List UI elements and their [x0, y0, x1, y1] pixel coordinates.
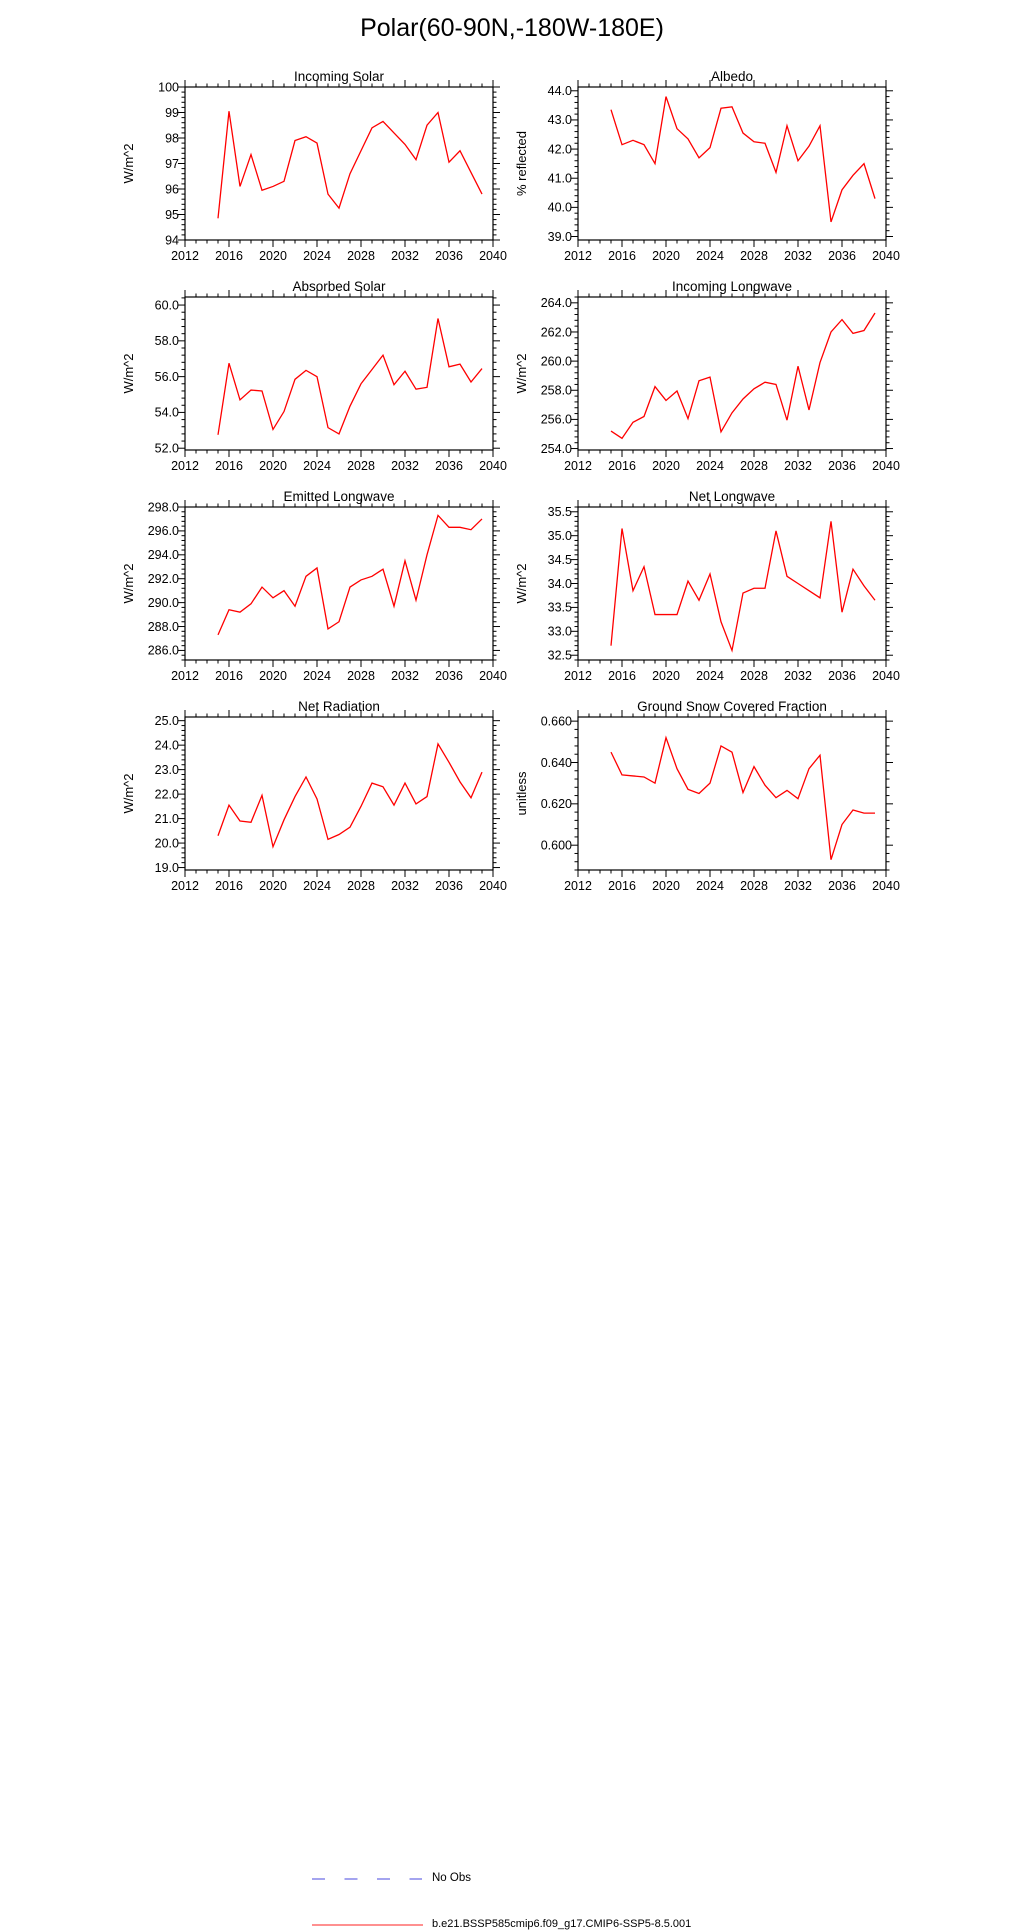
- plot-frame: [185, 87, 493, 240]
- y-axis-label: % reflected: [514, 130, 529, 197]
- series-line: [611, 313, 875, 438]
- plot-frame: [578, 507, 886, 660]
- y-tick-label: 254.0: [540, 441, 572, 456]
- y-tick-label: 260.0: [540, 354, 572, 369]
- y-tick-label: 0.620: [540, 797, 572, 812]
- y-tick-label: 41.0: [547, 171, 572, 186]
- y-tick-label: 256.0: [540, 412, 572, 427]
- subplot-emitted-longwave: [95, 475, 515, 687]
- plot-frame: [578, 297, 886, 450]
- series-line: [611, 521, 875, 650]
- y-tick-label: 0.660: [540, 714, 572, 729]
- x-tick-label: 2032: [391, 459, 419, 473]
- chart-canvas: [488, 685, 908, 897]
- x-tick-label: 2020: [259, 669, 287, 683]
- x-tick-label: 2020: [259, 459, 287, 473]
- y-tick-label: 0.640: [540, 755, 572, 770]
- y-tick-label: 32.5: [547, 648, 572, 663]
- x-tick-label: 2028: [740, 879, 768, 893]
- legend: [0, 930, 1024, 1930]
- chart-canvas: [95, 475, 515, 687]
- x-tick-label: 2016: [215, 879, 243, 893]
- x-tick-label: 2016: [608, 459, 636, 473]
- subplot-incoming-solar: [95, 55, 515, 267]
- x-tick-label: 2032: [391, 249, 419, 263]
- x-tick-label: 2040: [479, 249, 507, 263]
- model-series-line: [310, 1921, 435, 1929]
- x-tick-label: 2012: [171, 249, 199, 263]
- x-tick-label: 2040: [479, 879, 507, 893]
- x-tick-label: 2016: [215, 669, 243, 683]
- y-tick-label: 35.5: [547, 505, 572, 520]
- x-tick-label: 2040: [872, 879, 900, 893]
- x-tick-label: 2012: [171, 669, 199, 683]
- subplot-net-radiation: [95, 685, 515, 897]
- subplot-incoming-longwave: [488, 265, 908, 477]
- y-tick-label: 286.0: [147, 643, 179, 658]
- y-tick-label: 0.600: [540, 838, 572, 853]
- series-line: [611, 97, 875, 222]
- y-tick-label: 42.0: [547, 142, 572, 157]
- x-tick-label: 2012: [171, 879, 199, 893]
- series-line: [218, 111, 482, 218]
- x-tick-label: 2036: [435, 669, 463, 683]
- subplot-title: Albedo: [710, 69, 754, 84]
- x-tick-label: 2020: [259, 249, 287, 263]
- plot-frame: [185, 717, 493, 870]
- y-tick-label: 99: [165, 105, 179, 120]
- x-tick-label: 2024: [696, 879, 724, 893]
- y-tick-label: 20.0: [154, 836, 179, 851]
- y-axis-label: W/m^2: [121, 773, 136, 814]
- x-tick-label: 2028: [347, 669, 375, 683]
- plot-frame: [578, 87, 886, 240]
- y-tick-label: 288.0: [147, 619, 179, 634]
- x-tick-label: 2040: [872, 669, 900, 683]
- y-tick-label: 298.0: [147, 500, 179, 515]
- series-line: [218, 744, 482, 847]
- x-tick-label: 2016: [608, 879, 636, 893]
- y-tick-label: 294.0: [147, 548, 179, 563]
- x-tick-label: 2036: [828, 459, 856, 473]
- y-tick-label: 94: [165, 233, 179, 248]
- y-tick-label: 44.0: [547, 84, 572, 99]
- y-tick-label: 296.0: [147, 524, 179, 539]
- x-tick-label: 2020: [652, 879, 680, 893]
- y-tick-label: 52.0: [154, 441, 179, 456]
- y-tick-label: 34.0: [547, 576, 572, 591]
- subplot-ground-snow-covered-fraction: [488, 685, 908, 897]
- x-tick-label: 2020: [652, 459, 680, 473]
- x-tick-label: 2020: [259, 879, 287, 893]
- x-tick-label: 2036: [435, 879, 463, 893]
- x-tick-label: 2036: [828, 249, 856, 263]
- x-tick-label: 2028: [740, 249, 768, 263]
- subplot-title: Absorbed Solar: [292, 279, 386, 294]
- x-tick-label: 2028: [347, 879, 375, 893]
- x-tick-label: 2024: [303, 459, 331, 473]
- y-tick-label: 33.0: [547, 624, 572, 639]
- subplot-net-longwave: [488, 475, 908, 687]
- x-tick-label: 2012: [564, 669, 592, 683]
- y-tick-label: 56.0: [154, 369, 179, 384]
- x-tick-label: 2040: [479, 459, 507, 473]
- y-tick-label: 43.0: [547, 113, 572, 128]
- subplot-title: Emitted Longwave: [283, 489, 395, 504]
- x-tick-label: 2040: [872, 249, 900, 263]
- x-tick-label: 2016: [215, 459, 243, 473]
- y-axis-label: W/m^2: [514, 563, 529, 604]
- y-axis-label: W/m^2: [121, 353, 136, 394]
- y-tick-label: 40.0: [547, 200, 572, 215]
- y-tick-label: 39.0: [547, 229, 572, 244]
- y-tick-label: 292.0: [147, 572, 179, 587]
- y-tick-label: 54.0: [154, 405, 179, 420]
- x-tick-label: 2032: [784, 879, 812, 893]
- y-axis-label: W/m^2: [121, 143, 136, 184]
- x-tick-label: 2016: [215, 249, 243, 263]
- chart-canvas: [95, 685, 515, 897]
- subplot-absorbed-solar: [95, 265, 515, 477]
- subplot-albedo: [488, 55, 908, 267]
- subplot-title: Net Longwave: [688, 489, 776, 504]
- y-tick-label: 60.0: [154, 298, 179, 313]
- subplot-title: Incoming Longwave: [671, 279, 793, 294]
- x-tick-label: 2016: [608, 669, 636, 683]
- x-tick-label: 2024: [303, 249, 331, 263]
- x-tick-label: 2032: [391, 669, 419, 683]
- chart-canvas: [95, 55, 515, 267]
- chart-canvas: [488, 265, 908, 477]
- x-tick-label: 2040: [479, 669, 507, 683]
- y-tick-label: 100: [158, 80, 179, 95]
- subplot-title: Net Radiation: [298, 699, 380, 714]
- no-obs-label: No Obs: [432, 1872, 471, 1884]
- x-tick-label: 2012: [564, 879, 592, 893]
- x-tick-label: 2024: [696, 249, 724, 263]
- y-tick-label: 97: [165, 156, 179, 171]
- x-tick-label: 2032: [784, 459, 812, 473]
- y-tick-label: 23.0: [154, 762, 179, 777]
- y-tick-label: 24.0: [154, 738, 179, 753]
- x-tick-label: 2028: [740, 669, 768, 683]
- no-obs-dashed-line: [310, 1874, 424, 1884]
- series-line: [611, 738, 875, 860]
- y-tick-label: 290.0: [147, 595, 179, 610]
- x-tick-label: 2028: [740, 459, 768, 473]
- y-tick-label: 19.0: [154, 860, 179, 875]
- x-tick-label: 2012: [564, 249, 592, 263]
- y-tick-label: 98: [165, 131, 179, 146]
- y-axis-label: W/m^2: [121, 563, 136, 604]
- x-tick-label: 2024: [303, 879, 331, 893]
- plot-frame: [578, 717, 886, 870]
- y-tick-label: 35.0: [547, 528, 572, 543]
- x-tick-label: 2024: [696, 669, 724, 683]
- plot-frame: [185, 507, 493, 660]
- x-tick-label: 2024: [303, 669, 331, 683]
- y-tick-label: 34.5: [547, 552, 572, 567]
- y-axis-label: unitless: [514, 771, 529, 816]
- x-tick-label: 2032: [391, 879, 419, 893]
- y-tick-label: 22.0: [154, 787, 179, 802]
- x-tick-label: 2036: [828, 879, 856, 893]
- series-line: [218, 515, 482, 635]
- x-tick-label: 2016: [608, 249, 636, 263]
- x-tick-label: 2020: [652, 249, 680, 263]
- x-tick-label: 2012: [171, 459, 199, 473]
- x-tick-label: 2020: [652, 669, 680, 683]
- series-line: [218, 318, 482, 434]
- x-tick-label: 2028: [347, 249, 375, 263]
- chart-canvas: [488, 55, 908, 267]
- y-tick-label: 264.0: [540, 296, 572, 311]
- x-tick-label: 2032: [784, 249, 812, 263]
- chart-canvas: [488, 475, 908, 687]
- x-tick-label: 2036: [435, 249, 463, 263]
- x-tick-label: 2036: [828, 669, 856, 683]
- y-tick-label: 258.0: [540, 383, 572, 398]
- model-series-label: b.e21.BSSP585cmip6.f09_g17.CMIP6-SSP5-8.5.001: [432, 1918, 692, 1930]
- y-tick-label: 262.0: [540, 325, 572, 340]
- y-tick-label: 33.5: [547, 600, 572, 615]
- subplot-title: Incoming Solar: [293, 69, 385, 84]
- y-tick-label: 95: [165, 207, 179, 222]
- x-tick-label: 2036: [435, 459, 463, 473]
- y-tick-label: 96: [165, 182, 179, 197]
- x-tick-label: 2024: [696, 459, 724, 473]
- x-tick-label: 2012: [564, 459, 592, 473]
- x-tick-label: 2040: [872, 459, 900, 473]
- subplot-title: Ground Snow Covered Fraction: [637, 699, 827, 714]
- x-tick-label: 2032: [784, 669, 812, 683]
- y-tick-label: 58.0: [154, 334, 179, 349]
- x-tick-label: 2028: [347, 459, 375, 473]
- y-axis-label: W/m^2: [514, 353, 529, 394]
- figure-title: Polar(60-90N,-180W-180E): [360, 14, 664, 42]
- plot-frame: [185, 297, 493, 450]
- y-tick-label: 25.0: [154, 713, 179, 728]
- y-tick-label: 21.0: [154, 811, 179, 826]
- chart-canvas: [95, 265, 515, 477]
